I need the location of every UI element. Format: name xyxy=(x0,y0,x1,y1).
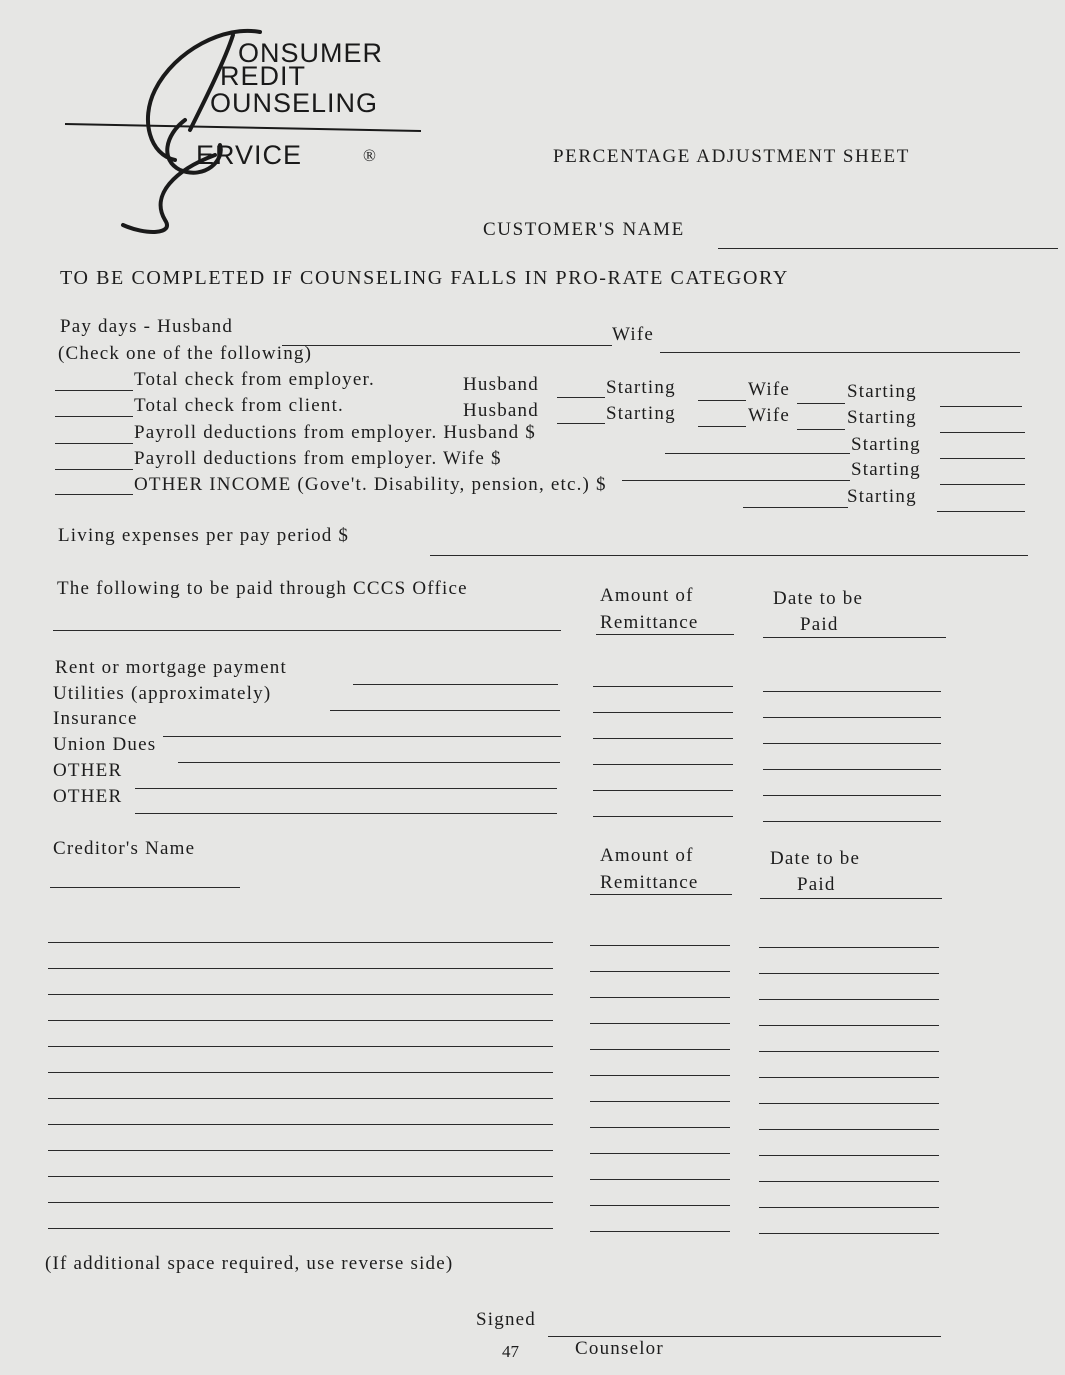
date-to-be-paid-field[interactable] xyxy=(759,1051,939,1052)
amount-header-underline xyxy=(590,894,732,895)
checkbox-line[interactable] xyxy=(55,469,133,470)
option-text: Total check from employer. xyxy=(134,369,375,390)
expense-label: Utilities (approximately) xyxy=(53,683,272,704)
cccs-paid-header: The following to be paid through CCCS Office xyxy=(57,578,468,599)
remittance-amount-field[interactable] xyxy=(593,790,733,791)
wife-label: Wife xyxy=(748,405,791,426)
intro-text: TO BE COMPLETED IF COUNSELING FALLS IN PRO-RATE CATEGORY xyxy=(60,267,789,289)
paydays-husband-field[interactable] xyxy=(282,345,612,346)
remittance-amount-field[interactable] xyxy=(593,686,733,687)
customer-name-field[interactable] xyxy=(718,248,1058,249)
creditor-name-header: Creditor's Name xyxy=(53,838,196,859)
starting-field[interactable] xyxy=(940,458,1025,459)
other-income-field[interactable] xyxy=(743,507,848,508)
expense-field[interactable] xyxy=(163,736,561,737)
wife-label: Wife xyxy=(748,379,791,400)
paydays-wife-field[interactable] xyxy=(660,352,1020,353)
remittance-amount-field[interactable] xyxy=(593,712,733,713)
creditor-name-field[interactable] xyxy=(48,1046,553,1047)
starting-label: Starting xyxy=(847,486,917,507)
checkbox-line[interactable] xyxy=(55,443,133,444)
remittance-amount-field[interactable] xyxy=(590,997,730,998)
starting-label: Starting xyxy=(847,407,917,428)
starting-label: Starting xyxy=(847,381,917,402)
page-number: 47 xyxy=(502,1342,519,1361)
date-header-underline xyxy=(760,898,942,899)
date-to-be-paid-field[interactable] xyxy=(759,1077,939,1078)
remittance-amount-field[interactable] xyxy=(593,764,733,765)
creditor-name-field[interactable] xyxy=(48,968,553,969)
date-to-be-paid-field[interactable] xyxy=(759,1207,939,1208)
amount-header-underline xyxy=(596,634,734,635)
husband-label: Husband xyxy=(463,400,539,421)
page-title: PERCENTAGE ADJUSTMENT SHEET xyxy=(553,146,910,167)
creditor-header-underline xyxy=(50,887,240,888)
date-header-2: Paid xyxy=(797,874,836,895)
remittance-amount-field[interactable] xyxy=(593,738,733,739)
husband-field[interactable] xyxy=(557,423,605,424)
date-to-be-paid-field[interactable] xyxy=(759,947,939,948)
check-note: (Check one of the following) xyxy=(58,343,313,364)
starting-label: Starting xyxy=(606,377,676,398)
remittance-amount-field[interactable] xyxy=(593,816,733,817)
starting-label: Starting xyxy=(606,403,676,424)
remittance-amount-field[interactable] xyxy=(590,1231,730,1232)
remittance-amount-field[interactable] xyxy=(590,1101,730,1102)
reverse-side-note: (If additional space required, use reverse side) xyxy=(45,1253,454,1274)
starting-label: Starting xyxy=(851,434,921,455)
starting-field[interactable] xyxy=(940,432,1025,433)
expense-field[interactable] xyxy=(135,788,557,789)
date-to-be-paid-field[interactable] xyxy=(759,999,939,1000)
counselor-label: Counselor xyxy=(575,1338,664,1359)
expense-label: OTHER xyxy=(53,760,123,781)
date-header-underline xyxy=(763,637,946,638)
registered-mark: ® xyxy=(363,146,376,165)
remittance-amount-field[interactable] xyxy=(590,1153,730,1154)
creditor-name-field[interactable] xyxy=(48,1228,553,1229)
husband-label: Husband xyxy=(463,374,539,395)
remittance-amount-field[interactable] xyxy=(590,945,730,946)
logo-line-4: ERVICE xyxy=(196,140,303,170)
date-to-be-paid-field[interactable] xyxy=(759,1025,939,1026)
expense-label: OTHER xyxy=(53,786,123,807)
payroll-husband-field[interactable] xyxy=(665,453,850,454)
remittance-amount-field[interactable] xyxy=(590,971,730,972)
expense-label: Rent or mortgage payment xyxy=(55,657,287,678)
expense-label: Union Dues xyxy=(53,734,157,755)
starting-field[interactable] xyxy=(940,406,1022,407)
living-expenses-label: Living expenses per pay period $ xyxy=(58,525,350,546)
expense-field[interactable] xyxy=(353,684,558,685)
expense-field[interactable] xyxy=(135,813,557,814)
customer-name-label: CUSTOMER'S NAME xyxy=(483,219,685,240)
date-to-be-paid-field[interactable] xyxy=(763,691,941,692)
remittance-amount-field[interactable] xyxy=(590,1205,730,1206)
remittance-amount-field[interactable] xyxy=(590,1179,730,1180)
remittance-amount-field[interactable] xyxy=(590,1127,730,1128)
date-header-1: Date to be xyxy=(773,588,864,609)
header-underline xyxy=(53,630,561,631)
creditor-name-field[interactable] xyxy=(48,1072,553,1073)
expense-label: Insurance xyxy=(53,708,138,729)
amount-header-1: Amount of xyxy=(600,845,694,866)
husband-field[interactable] xyxy=(557,397,605,398)
payroll-wife-field[interactable] xyxy=(622,480,850,481)
starting-field[interactable] xyxy=(940,484,1025,485)
payroll-husband-text: Payroll deductions from employer. Husband $ xyxy=(134,422,536,443)
wife-field[interactable] xyxy=(797,429,845,430)
date-header-1: Date to be xyxy=(770,848,861,869)
date-to-be-paid-field[interactable] xyxy=(759,1181,939,1182)
remittance-amount-field[interactable] xyxy=(590,1075,730,1076)
expense-field[interactable] xyxy=(178,762,560,763)
checkbox-line[interactable] xyxy=(55,416,133,417)
paydays-wife-label: Wife xyxy=(612,324,655,345)
other-income-text: OTHER INCOME (Gove't. Disability, pension, etc.) $ xyxy=(134,474,607,495)
remittance-amount-field[interactable] xyxy=(590,1023,730,1024)
creditor-name-field[interactable] xyxy=(48,994,553,995)
date-to-be-paid-field[interactable] xyxy=(759,1233,939,1234)
date-to-be-paid-field[interactable] xyxy=(763,769,941,770)
checkbox-line[interactable] xyxy=(55,390,133,391)
creditor-name-field[interactable] xyxy=(48,1150,553,1151)
starting-field[interactable] xyxy=(698,400,746,401)
remittance-amount-field[interactable] xyxy=(590,1049,730,1050)
creditor-name-field[interactable] xyxy=(48,1098,553,1099)
date-to-be-paid-field[interactable] xyxy=(759,973,939,974)
living-expenses-field[interactable] xyxy=(430,555,1028,556)
creditor-name-field[interactable] xyxy=(48,1124,553,1125)
date-to-be-paid-field[interactable] xyxy=(759,1103,939,1104)
date-to-be-paid-field[interactable] xyxy=(759,1155,939,1156)
creditor-name-field[interactable] xyxy=(48,1020,553,1021)
logo-line-1: ONSUMER xyxy=(238,38,384,68)
creditor-name-field[interactable] xyxy=(48,1176,553,1177)
starting-field[interactable] xyxy=(937,511,1025,512)
date-to-be-paid-field[interactable] xyxy=(759,1129,939,1130)
date-to-be-paid-field[interactable] xyxy=(763,717,941,718)
date-to-be-paid-field[interactable] xyxy=(763,795,941,796)
wife-field[interactable] xyxy=(797,403,845,404)
logo-line-3: OUNSELING xyxy=(210,88,379,118)
checkbox-line[interactable] xyxy=(55,494,133,495)
date-header-2: Paid xyxy=(800,614,839,635)
logo-line-2: REDIT xyxy=(220,61,306,91)
signed-label: Signed xyxy=(476,1309,536,1330)
amount-header-2: Remittance xyxy=(600,872,699,893)
date-to-be-paid-field[interactable] xyxy=(763,821,941,822)
starting-label: Starting xyxy=(851,459,921,480)
creditor-name-field[interactable] xyxy=(48,942,553,943)
starting-field[interactable] xyxy=(698,426,746,427)
option-text: Total check from client. xyxy=(134,395,345,416)
signature-field[interactable] xyxy=(548,1336,941,1337)
amount-header-2: Remittance xyxy=(600,612,699,633)
date-to-be-paid-field[interactable] xyxy=(763,743,941,744)
creditor-name-field[interactable] xyxy=(48,1202,553,1203)
amount-header-1: Amount of xyxy=(600,585,694,606)
expense-field[interactable] xyxy=(330,710,560,711)
paydays-husband-label: Pay days - Husband xyxy=(60,316,234,337)
payroll-wife-text: Payroll deductions from employer. Wife $ xyxy=(134,448,502,469)
